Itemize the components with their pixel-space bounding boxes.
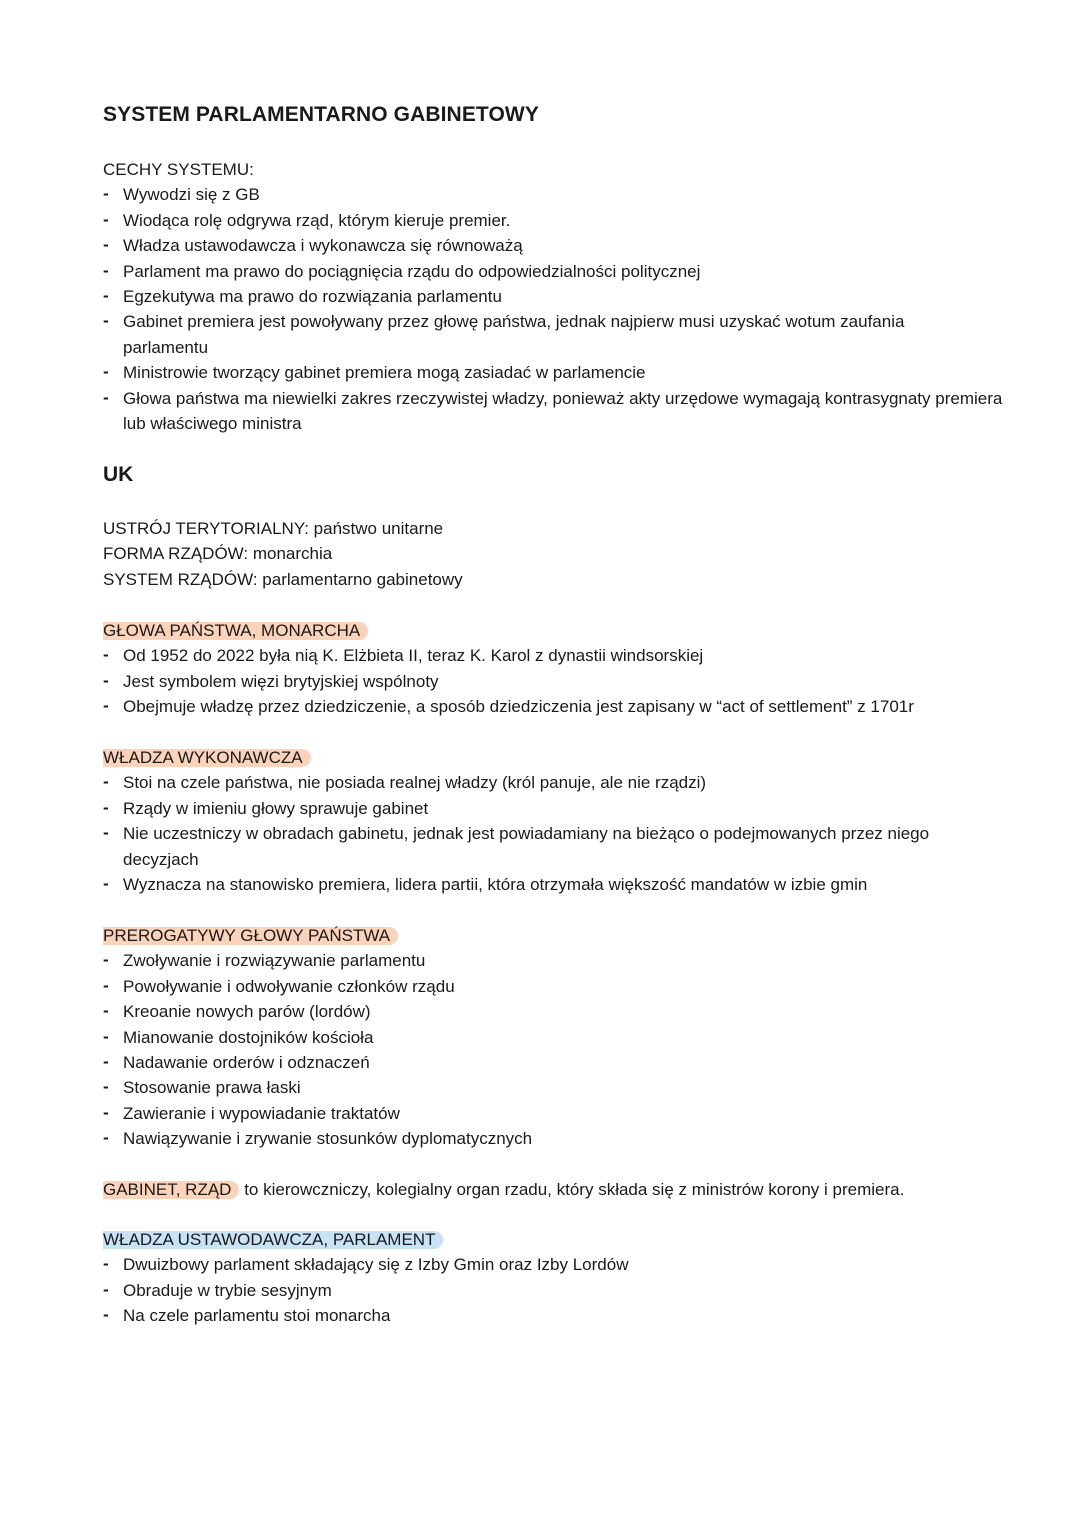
list-item: - Egzekutywa ma prawo do rozwiązania parlamentu bbox=[103, 284, 1003, 309]
list-item: - Wiodąca rolę odgrywa rząd, którym kieruje premier. bbox=[103, 208, 1003, 233]
executive-heading: WŁADZA WYKONAWCZA bbox=[103, 749, 311, 767]
list-item: - Nadawanie orderów i odznaczeń bbox=[103, 1050, 1003, 1075]
cabinet-definition: to kierowczniczy, kolegialny organ rzadu, który składa się z ministrów korony i premiera. bbox=[239, 1180, 905, 1199]
prerogatives-section bbox=[103, 923, 1003, 1152]
list-item: - Wyznacza na stanowisko premiera, lidera partii, która otrzymała większość mandatów w izbie gmin bbox=[103, 872, 1003, 897]
fact-government-system: SYSTEM RZĄDÓW: parlamentarno gabinetowy bbox=[103, 569, 463, 589]
list-item: - Jest symbolem więzi brytyjskiej wspólnoty bbox=[103, 669, 1003, 694]
list-item: - Na czele parlamentu stoi monarcha bbox=[103, 1303, 1003, 1328]
list-item: - Nawiązywanie i zrywanie stosunków dyplomatycznych bbox=[103, 1126, 1003, 1151]
list-item: - Stosowanie prawa łaski bbox=[103, 1075, 1003, 1100]
list-item: - Gabinet premiera jest powoływany przez głowę państwa, jednak najpierw musi uzyskać wotum zaufania parlamentu bbox=[103, 309, 983, 360]
head-of-state-heading: GŁOWA PAŃSTWA, MONARCHA bbox=[103, 622, 368, 640]
list-item: - Kreoanie nowych parów (lordów) bbox=[103, 999, 1003, 1024]
list-item: - Powoływanie i odwoływanie członków rządu bbox=[103, 974, 1003, 999]
fact-government-form: FORMA RZĄDÓW: monarchia bbox=[103, 544, 333, 564]
features-section bbox=[103, 157, 1003, 436]
uk-title: UK bbox=[103, 463, 134, 486]
list-item: - Mianowanie dostojników kościoła bbox=[103, 1025, 1003, 1050]
fact-territorial: USTRÓJ TERYTORIALNY: państwo unitarne bbox=[103, 519, 444, 538]
prerogatives-heading: PREROGATYWY GŁOWY PAŃSTWA bbox=[103, 927, 398, 945]
list-item: - Obejmuje władzę przez dziedziczenie, a sposób dziedziczenia jest zapisany w “act of settlement” z 1701r bbox=[103, 694, 1003, 719]
features-list bbox=[103, 182, 1003, 436]
executive-list bbox=[103, 770, 1003, 897]
list-item: - Władza ustawodawcza i wykonawcza się równoważą bbox=[103, 233, 1003, 258]
list-item: - Ministrowie tworzący gabinet premiera mogą zasiadać w parlamencie bbox=[103, 360, 1003, 385]
list-item: - Parlament ma prawo do pociągnięcia rządu do odpowiedzialności politycznej bbox=[103, 259, 1003, 284]
head-of-state-section bbox=[103, 618, 1003, 720]
uk-facts bbox=[103, 516, 1003, 592]
list-item: - Nie uczestniczy w obradach gabinetu, jednak jest powiadamiany na bieżąco o podejmowanych przez niego decyzjach bbox=[103, 821, 953, 872]
list-item: - Obraduje w trybie sesyjnym bbox=[103, 1278, 1003, 1303]
list-item: - Stoi na czele państwa, nie posiada realnej władzy (król panuje, ale nie rządzi) bbox=[103, 770, 1003, 795]
cabinet-section bbox=[103, 1177, 1003, 1202]
legislature-heading: WŁADZA USTAWODAWCZA, PARLAMENT bbox=[103, 1231, 443, 1249]
prerogatives-list bbox=[103, 948, 1003, 1151]
list-item: - Od 1952 do 2022 była nią K. Elżbieta II, teraz K. Karol z dynastii windsorskiej bbox=[103, 643, 1003, 668]
list-item: - Wywodzi się z GB bbox=[103, 182, 1003, 207]
executive-section bbox=[103, 745, 1003, 897]
list-item: - Dwuizbowy parlament składający się z Izby Gmin oraz Izby Lordów bbox=[103, 1252, 1003, 1277]
list-item: - Rządy w imieniu głowy sprawuje gabinet bbox=[103, 796, 1003, 821]
head-of-state-list bbox=[103, 643, 1003, 719]
list-item: - Głowa państwa ma niewielki zakres rzeczywistej władzy, ponieważ akty urzędowe wymagają kontrasygnaty premiera lub właściwego ministra bbox=[103, 386, 1003, 437]
list-item: - Zawieranie i wypowiadanie traktatów bbox=[103, 1101, 1003, 1126]
list-item: - Zwoływanie i rozwiązywanie parlamentu bbox=[103, 948, 1003, 973]
legislature-list bbox=[103, 1252, 1003, 1328]
legislature-section bbox=[103, 1227, 1003, 1329]
features-heading: CECHY SYSTEMU: bbox=[103, 160, 254, 179]
cabinet-term: GABINET, RZĄD bbox=[103, 1181, 239, 1199]
document-title: SYSTEM PARLAMENTARNO GABINETOWY bbox=[103, 103, 539, 126]
